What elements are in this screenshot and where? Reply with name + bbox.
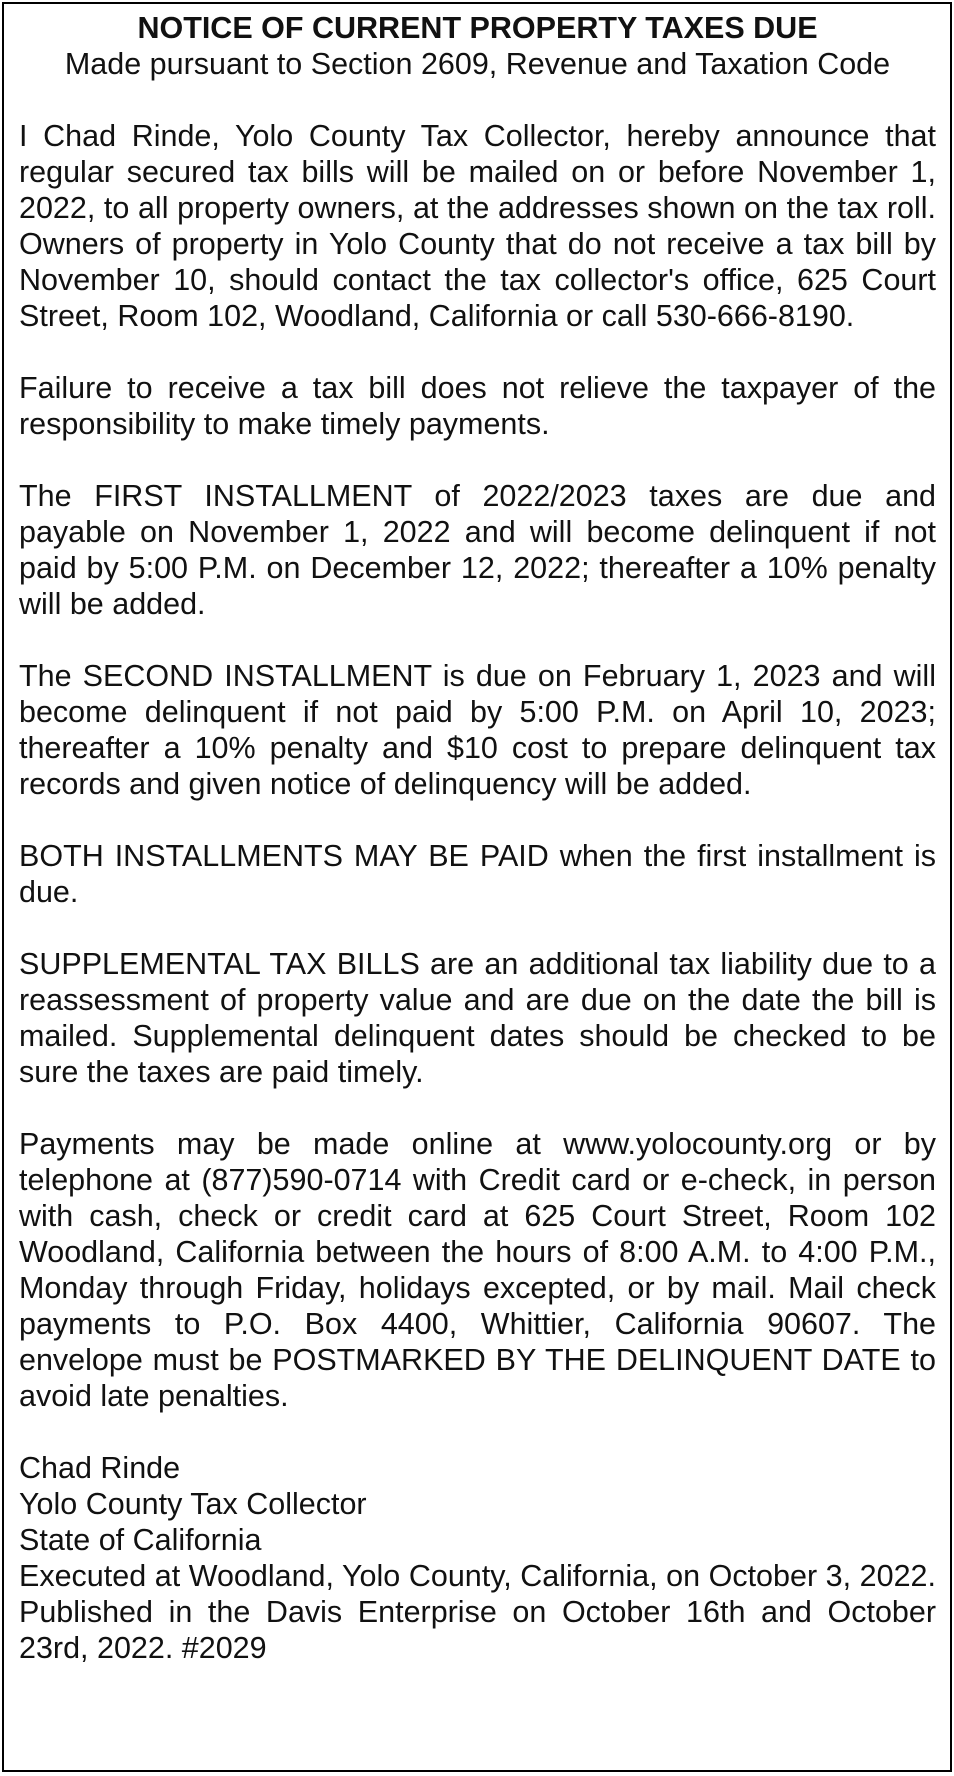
paragraph-responsibility: Failure to receive a tax bill does not relieve the taxpayer of the responsibility to make timely payments. (19, 371, 936, 441)
paragraph-first-installment: The FIRST INSTALLMENT of 2022/2023 taxes are due and payable on November 1, 2022 and will become delinquent if not paid by 5:00 P.M. on December 12, 2022; thereafter a 10% penalty will be added. (19, 479, 936, 621)
notice-title: NOTICE OF CURRENT PROPERTY TAXES DUE (137, 11, 818, 45)
notice-subtitle: Made pursuant to Section 2609, Revenue and Taxation Code (64, 47, 891, 81)
signature-block (19, 1450, 936, 1666)
signer-state: State of California (19, 1523, 262, 1557)
signer-position: Yolo County Tax Collector (19, 1487, 367, 1521)
paragraph-second-installment: The SECOND INSTALLMENT is due on February 1, 2023 and will become delinquent if not paid by 5:00 P.M. on April 10, 2023; thereafter a 10% penalty and $10 cost to prepare delinquent tax records and given notice of delinquency will be added. (19, 659, 936, 801)
paragraph-both-installments: BOTH INSTALLMENTS MAY BE PAID when the first installment is due. (19, 839, 936, 909)
legal-notice (2, 2, 952, 1772)
execution-statement: Executed at Woodland, Yolo County, California, on October 3, 2022. Published in the Davis Enterprise on October 16th and October 23rd, 2022. #2029 (19, 1559, 936, 1665)
paragraph-payments: Payments may be made online at www.yolocounty.org or by telephone at (877)590-0714 with Credit card or e-check, in person with cash, check or credit card at 625 Court Street, Room 102 Woodland, California between the hours of 8:00 A.M. to 4:00 P.M., Monday through Friday, holidays excepted, or by mail. Mail check payments to P.O. Box 4400, Whittier, California 90607. The envelope must be POSTMARKED BY THE DELINQUENT DATE to avoid late penalties. (19, 1127, 936, 1413)
paragraph-supplemental: SUPPLEMENTAL TAX BILLS are an additional tax liability due to a reassessment of property value and are due on the date the bill is mailed. Supplemental delinquent dates should be checked to be sure the taxes are paid timely. (19, 947, 936, 1089)
signer-name: Chad Rinde (19, 1451, 181, 1485)
paragraph-announcement: I Chad Rinde, Yolo County Tax Collector, hereby announce that regular secured tax bills will be mailed on or before November 1, 2022, to all property owners, at the addresses shown on the tax roll. Owners of property in Yolo County that do not receive a tax bill by November 10, should contact the tax collector's office, 625 Court Street, Room 102, Woodland, California or call 530-666-8190. (19, 119, 936, 333)
